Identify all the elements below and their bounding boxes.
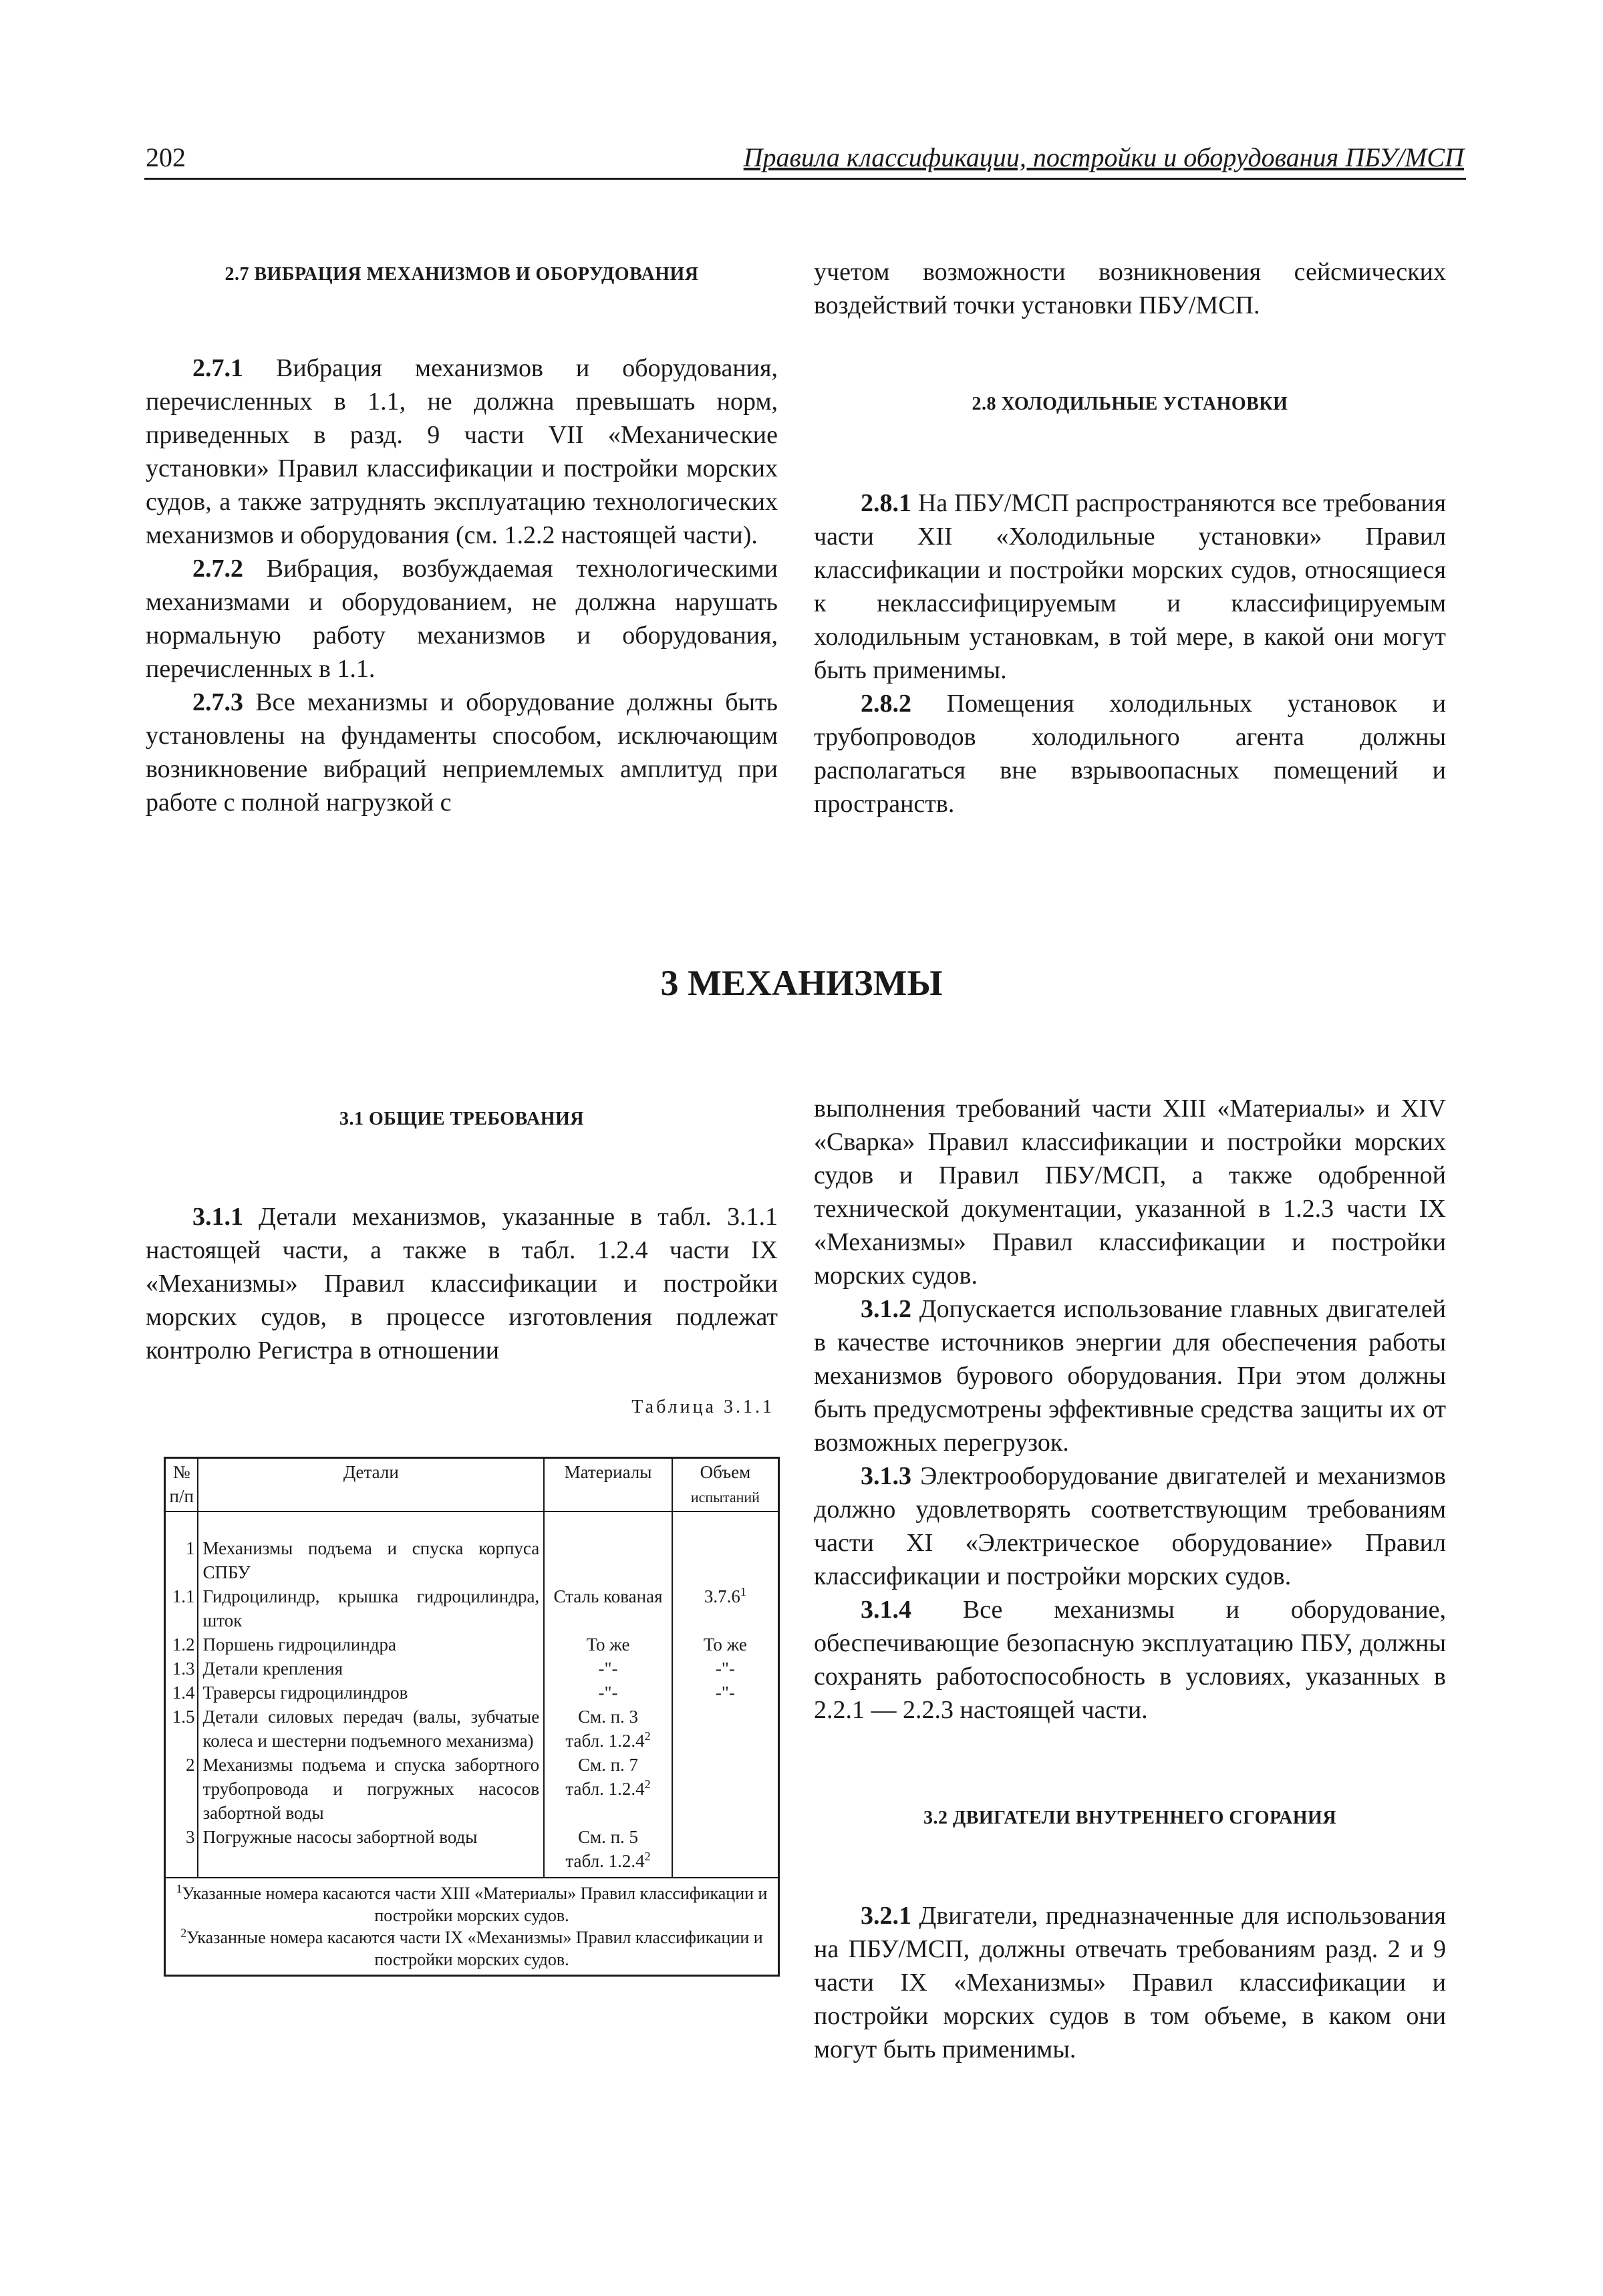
lower-right-column bbox=[814, 1092, 1446, 2066]
paragraph-2-7-2 bbox=[146, 552, 778, 686]
para-number: 2.8.2 bbox=[861, 690, 911, 718]
section-2-8-title: 2.8 ХОЛОДИЛЬНЫЕ УСТАНОВКИ bbox=[972, 394, 1288, 414]
para-text: Допускается использование главных двигателей в качестве источников энергии для обеспечения работы механизмов бурового оборудования. При этом должны быть предусмотрены эффективные средства защиты их от возможных перегрузок. bbox=[814, 1295, 1446, 1457]
section-2-7-title: 2.7 ВИБРАЦИЯ МЕХАНИЗМОВ И ОБОРУДОВАНИЯ bbox=[225, 264, 699, 285]
table-row: 1.3 Детали крепления -"- -"- bbox=[165, 1657, 779, 1681]
header-materials: Материалы bbox=[544, 1458, 672, 1512]
para-text: Все механизмы и оборудование должны быть установлены на фундаменты способом, исключающим возникновение вибраций неприемлемых амплитуд при работе с полной нагрузкой с bbox=[146, 688, 778, 817]
table-header-row bbox=[165, 1458, 779, 1512]
para-text: Электрооборудование двигателей и механизмов должно удовлетворять соответствующим требованиям части XI «Электрическое оборудование» Правил классификации и постройки морских судов. bbox=[814, 1462, 1446, 1590]
header-volume: Объем испытаний bbox=[672, 1458, 779, 1512]
paragraph-3-1-3 bbox=[814, 1459, 1446, 1593]
table-footnotes bbox=[165, 1878, 779, 1976]
para-text: Вибрация, возбуждаемая технологическими механизмами и оборудованием, не должна нарушать нормальную работу механизмов и оборудования, перечисленных в 1.1. bbox=[146, 555, 778, 683]
para-number: 3.2.1 bbox=[861, 1902, 911, 1930]
para-number: 2.7.3 bbox=[192, 688, 243, 716]
para-text: Все механизмы и оборудование, обеспечивающие безопасную эксплуатацию ПБУ, должны сохранять работоспособность в условиях, указанных в 2.2.1 — 2.2.3 настоящей части. bbox=[814, 1596, 1446, 1724]
upper-left-column bbox=[146, 258, 778, 819]
paragraph-2-7-1 bbox=[146, 351, 778, 552]
para-text: Помещения холодильных установок и трубопроводов холодильного агента должны располагаться вне взрывоопасных помещений и пространств. bbox=[814, 690, 1446, 818]
para-number: 2.7.2 bbox=[192, 555, 243, 583]
para-text: На ПБУ/МСП распространяются все требования части XII «Холодильные установки» Правил классификации и постройки морских судов, относящиеся к неклассифицируемым и классифицируемым холодильным установкам, в той мере, в какой они могут быть применимы. bbox=[814, 489, 1446, 684]
running-title: Правила классификации, постройки и оборудования ПБУ/МСП bbox=[743, 142, 1464, 172]
table-row: 1 Механизмы подъема и спуска корпуса СПБУ bbox=[165, 1512, 779, 1584]
footnote-1: $^1$Указанные номера касаются части XIII «Материалы» Правил классификации и постройки морских судов. bbox=[176, 1882, 768, 1925]
para-number: 3.1.4 bbox=[861, 1596, 911, 1624]
table-row: 1.5 Детали силовых передач (валы, зубчатые колеса и шестерни подъемного механизма) См. п. 3 табл. 1.2.4$^2$ bbox=[165, 1705, 779, 1753]
table-row: 1.4 Траверсы гидроцилиндров -"- -"- bbox=[165, 1681, 779, 1705]
para-number: 2.7.1 bbox=[192, 354, 243, 382]
paragraph-3-1-4 bbox=[814, 1593, 1446, 1727]
table-caption: Таблица 3.1.1 bbox=[631, 1397, 774, 1417]
details-table bbox=[164, 1457, 780, 1977]
section-3-2-title: 3.2 ДВИГАТЕЛИ ВНУТРЕННЕГО СГОРАНИЯ bbox=[923, 1808, 1337, 1828]
paragraph-3-1-1 bbox=[146, 1200, 778, 1367]
table-row: 1.1 Гидроцилиндр, крышка гидроцилиндра, шток Сталь кованая 3.7.6$^1$ bbox=[165, 1584, 779, 1632]
para-number: 2.8.1 bbox=[861, 489, 911, 517]
para-number: 3.1.1 bbox=[192, 1203, 243, 1231]
para-number: 3.1.3 bbox=[861, 1462, 911, 1490]
paragraph-3-2-1 bbox=[814, 1899, 1446, 2066]
paragraph-3-1-1-continued: выполнения требований части XIII «Материалы» и XIV «Сварка» Правил классификации и постройки морских судов и Правил ПБУ/МСП, а также одобренной технической документации, указанной в 1.2.3 части IX «Механизмы» Правил классификации и постройки морских судов. bbox=[814, 1095, 1446, 1290]
header-details: Детали bbox=[198, 1458, 544, 1512]
para-text: Детали механизмов, указанные в табл. 3.1.1 настоящей части, а также в табл. 1.2.4 части IX «Механизмы» Правил классификации и постройки морских судов, в процессе изготовления подлежат контролю Регистра в отношении bbox=[146, 1203, 778, 1365]
paragraph-2-7-3 bbox=[146, 686, 778, 819]
paragraph-3-1-2 bbox=[814, 1292, 1446, 1459]
paragraph-2-8-2 bbox=[814, 687, 1446, 821]
page-number: 202 bbox=[146, 142, 186, 172]
table-row: 2 Механизмы подъема и спуска забортного трубопровода и погружных насосов забортной воды См. п. 7 табл. 1.2.4$^2$ bbox=[165, 1753, 779, 1825]
paragraph-2-7-3-continued: учетом возможности возникновения сейсмических воздействий точки установки ПБУ/МСП. bbox=[814, 258, 1446, 319]
para-text: Двигатели, предназначенные для использования на ПБУ/МСП, должны отвечать требованиям разд. 2 и 9 части IX «Механизмы» Правил классификации и постройки морских судов в том объеме, в каком они могут быть применимы. bbox=[814, 1902, 1446, 2063]
para-number: 3.1.2 bbox=[861, 1295, 911, 1323]
paragraph-2-8-1 bbox=[814, 486, 1446, 687]
header-rule bbox=[144, 178, 1466, 180]
chapter-title: 3 МЕХАНИЗМЫ bbox=[660, 963, 943, 1003]
para-text: Вибрация механизмов и оборудования, перечисленных в 1.1, не должна превышать норм, приведенных в разд. 9 части VII «Механические установки» Правил классификации и постройки морских судов, а также затруднять эксплуатацию технологических механизмов и оборудования (см. 1.2.2 настоящей части). bbox=[146, 354, 778, 549]
table-row: 1.2 Поршень гидроцилиндра То же То же bbox=[165, 1632, 779, 1657]
header-num: № п/п bbox=[165, 1458, 198, 1512]
section-3-1-title: 3.1 ОБЩИЕ ТРЕБОВАНИЯ bbox=[339, 1109, 584, 1129]
upper-right-column bbox=[814, 255, 1446, 821]
footnote-2: $^2$Указанные номера касаются части IX «Механизмы» Правил классификации и постройки морских судов. bbox=[180, 1926, 763, 1969]
lower-left-column bbox=[146, 1103, 778, 1367]
table-row: 3 Погружные насосы забортной воды См. п. 5 табл. 1.2.4$^2$ bbox=[165, 1825, 779, 1878]
